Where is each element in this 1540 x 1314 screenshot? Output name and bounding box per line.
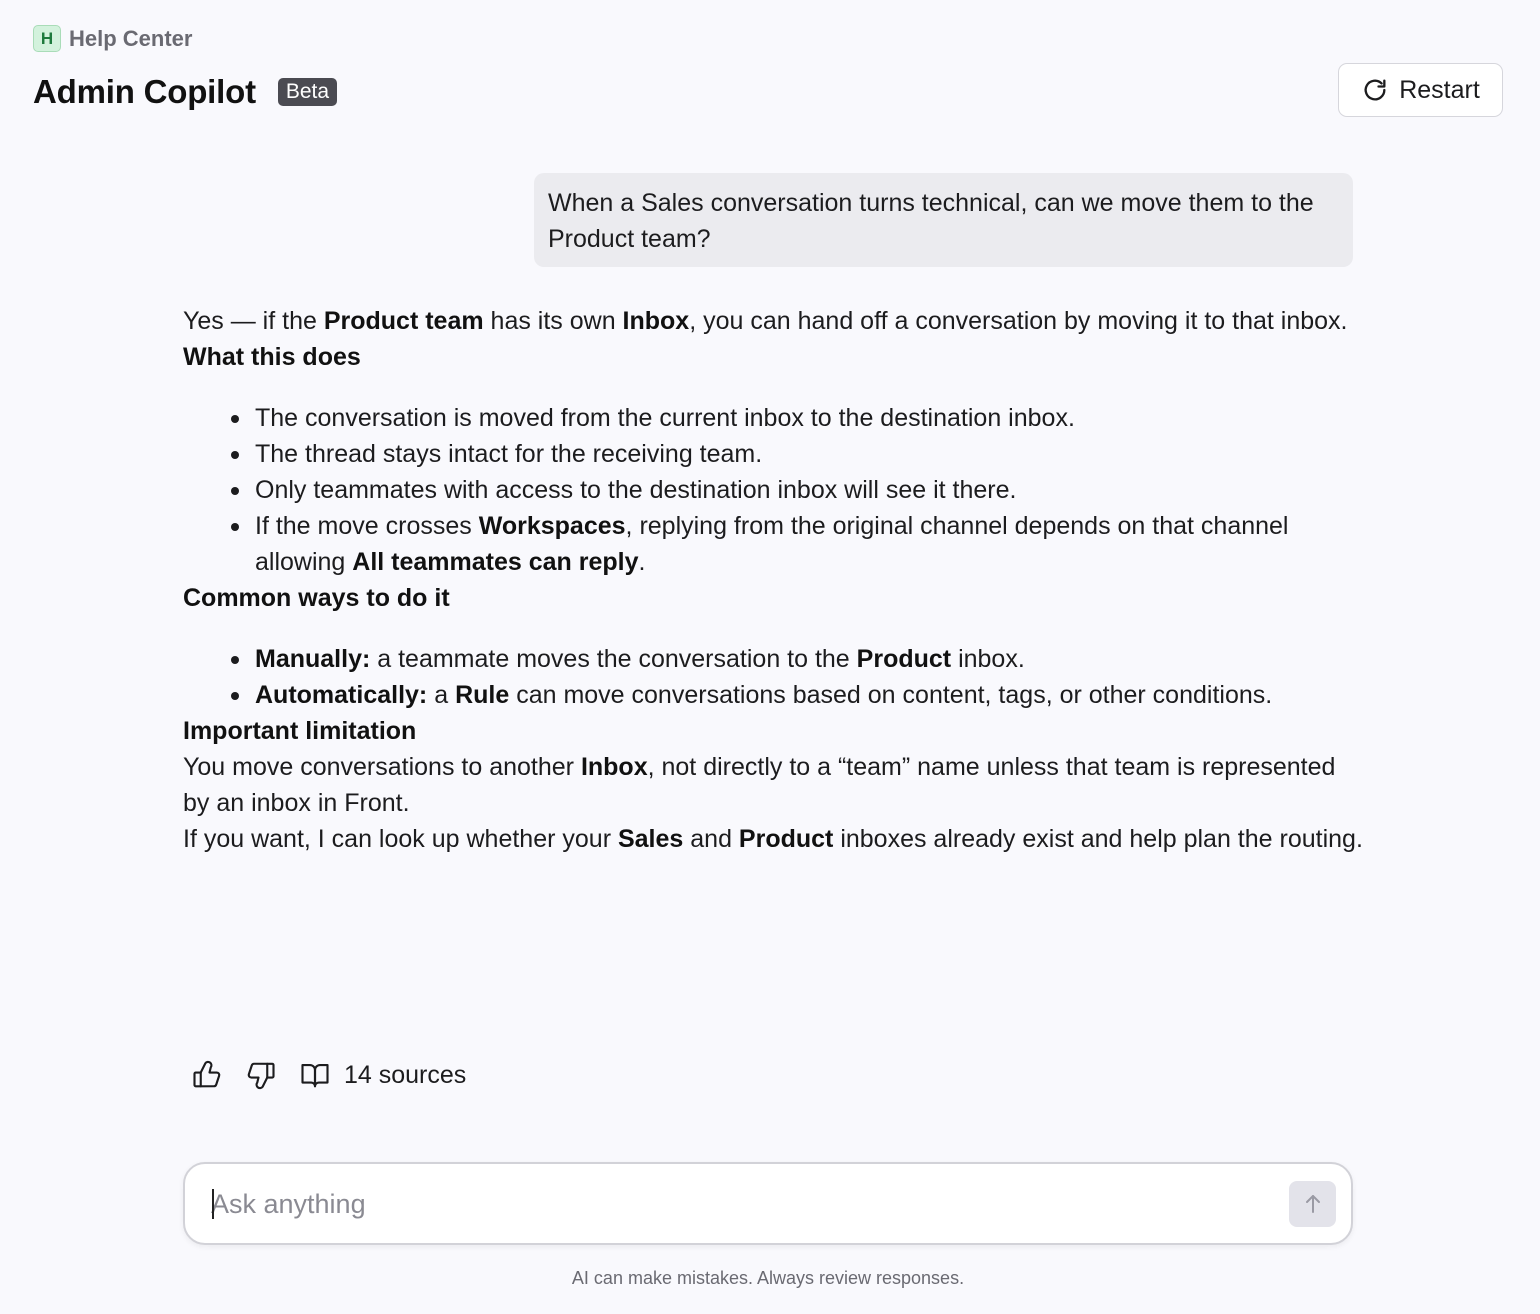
emphasis-text: Inbox [580,753,648,781]
restart-label: Restart [1399,75,1480,104]
emphasis-text: Product [856,645,952,673]
section-heading-important-limitation: Important limitation [183,717,417,745]
beta-badge: Beta [278,78,337,106]
feedback-row [190,1057,466,1093]
page-title: Admin Copilot [33,73,256,110]
emphasis-text: Product team [323,307,484,335]
ask-input[interactable] [211,1184,1271,1224]
list-item: Automatically: a Rule can move conversations based on content, tags, or other conditions. [255,677,1363,713]
text-caret [212,1189,214,1219]
common-ways-list [255,641,1363,713]
list-item: The conversation is moved from the current inbox to the destination inbox. [255,400,1363,436]
emphasis-text: Workspaces [478,512,626,540]
follow-up-offer: If you want, I can look up whether your Sales and Product inboxes already exist and help plan the routing. [183,825,1363,853]
emphasis-text: Product [738,825,834,853]
thumbs-down-icon [246,1060,276,1090]
what-this-does-list [255,400,1363,580]
emphasis-text: Sales [617,825,684,853]
breadcrumb-label[interactable]: Help Center [69,25,193,51]
emphasis-text: Rule [455,681,510,709]
emphasis-text: All teammates can reply [352,548,639,576]
emphasis-text: Manually: [255,645,371,673]
ai-disclaimer: AI can make mistakes. Always review responses. [571,1268,965,1288]
sources-label: 14 sources [344,1060,467,1089]
limitation-paragraph: You move conversations to another Inbox, not directly to a “team” name unless that team is represented by an inbox in Front. [183,753,1336,817]
title-row [33,73,337,111]
thumbs-up-icon [192,1060,222,1090]
user-message: When a Sales conversation turns technical, can we move them to the Product team? [534,173,1353,267]
help-center-logo: H [33,25,61,52]
section-heading-common-ways: Common ways to do it [183,584,450,612]
list-item: If the move crosses Workspaces, replying from the original channel depends on that channel allowing All teammates can reply. [255,508,1363,580]
refresh-icon [1361,76,1389,104]
section-heading-what-this-does: What this does [183,343,361,371]
sources-button[interactable] [300,1060,466,1090]
emphasis-text: Automatically: [255,681,428,709]
restart-button[interactable] [1338,63,1503,117]
assistant-answer [183,303,1363,857]
list-item: Manually: a teammate moves the conversation to the Product inbox. [255,641,1363,677]
answer-intro: Yes — if the Product team has its own Inbox, you can hand off a conversation by moving it to that inbox. [183,307,1348,335]
thumbs-up-button[interactable] [190,1057,224,1093]
emphasis-text: Inbox [622,307,690,335]
send-button[interactable] [1289,1181,1336,1227]
arrow-up-icon [1301,1192,1325,1216]
message-composer[interactable] [183,1162,1353,1245]
list-item: The thread stays intact for the receiving team. [255,436,1363,472]
list-item: Only teammates with access to the destination inbox will see it there. [255,472,1363,508]
book-open-icon [300,1060,330,1090]
thumbs-down-button[interactable] [244,1057,278,1093]
breadcrumb[interactable] [33,25,192,52]
